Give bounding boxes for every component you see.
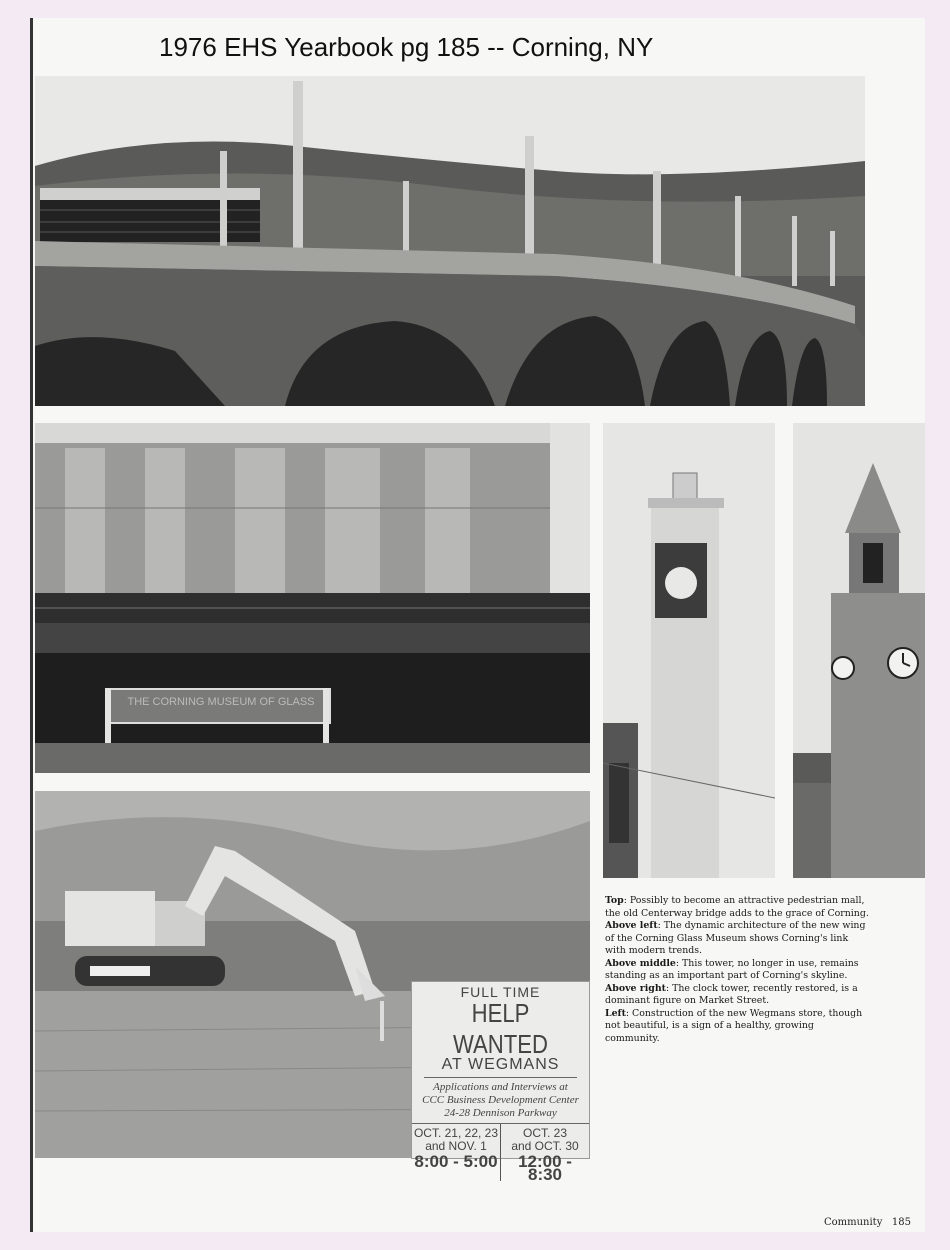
caption-entry: Top: Possibly to become an attractive pedestrian mall, the old Centerway bridge adds to the grace of Corning. bbox=[605, 895, 869, 919]
ad-date-line: and NOV. 1 bbox=[425, 1139, 487, 1153]
ad-left-schedule bbox=[412, 1124, 500, 1181]
ad-help-wanted: HELP WANTED bbox=[453, 998, 548, 1059]
help-wanted-ad bbox=[411, 981, 590, 1184]
footer-section: Community bbox=[823, 1217, 883, 1228]
photo-caption bbox=[605, 895, 870, 1045]
ad-right-schedule bbox=[500, 1124, 589, 1184]
ad-detail-line: CCC Business Development Center bbox=[422, 1094, 579, 1106]
ad-detail-line: Applications and Interviews at bbox=[433, 1081, 568, 1093]
caption-entry: Above left: The dynamic architecture of the new wing of the Corning Glass Museum shows Corning's link with modern trends. bbox=[605, 920, 866, 956]
page-footer bbox=[824, 1217, 911, 1228]
museum-sign-text: THE CORNING MUSEUM OF GLASS bbox=[127, 696, 315, 708]
caption-entry: Left: Construction of the new Wegmans store, though not beautiful, is a sign of a healthy, growing community. bbox=[605, 1007, 863, 1044]
footer-page-number: 185 bbox=[891, 1217, 911, 1228]
clock-tower-photo bbox=[793, 423, 925, 878]
bridge-photo bbox=[35, 76, 865, 406]
ad-full-time: FULL TIME bbox=[460, 984, 541, 1000]
ad-time: 12:00 - 8:30 bbox=[518, 1152, 572, 1184]
museum-photo bbox=[35, 423, 590, 773]
ad-detail-line: 24-28 Dennison Parkway bbox=[444, 1107, 557, 1119]
caption-entry: Above middle: This tower, no longer in use, remains standing as an important part of Corning's skyline. bbox=[605, 957, 859, 981]
ad-date-line: OCT. 21, 22, 23 bbox=[413, 1126, 499, 1140]
ad-date-line: OCT. 23 bbox=[522, 1126, 567, 1140]
ad-at-wegmans: AT WEGMANS bbox=[441, 1056, 560, 1073]
ad-time: 8:00 - 5:00 bbox=[414, 1152, 498, 1171]
yearbook-page bbox=[30, 18, 925, 1232]
page-title: 1976 EHS Yearbook pg 185 -- Corning, NY bbox=[159, 32, 654, 62]
ad-date-line: and OCT. 30 bbox=[511, 1139, 579, 1153]
caption-entry: Above right: The clock tower, recently restored, is a dominant figure on Market Street. bbox=[605, 982, 858, 1006]
tower-photo bbox=[603, 423, 775, 878]
